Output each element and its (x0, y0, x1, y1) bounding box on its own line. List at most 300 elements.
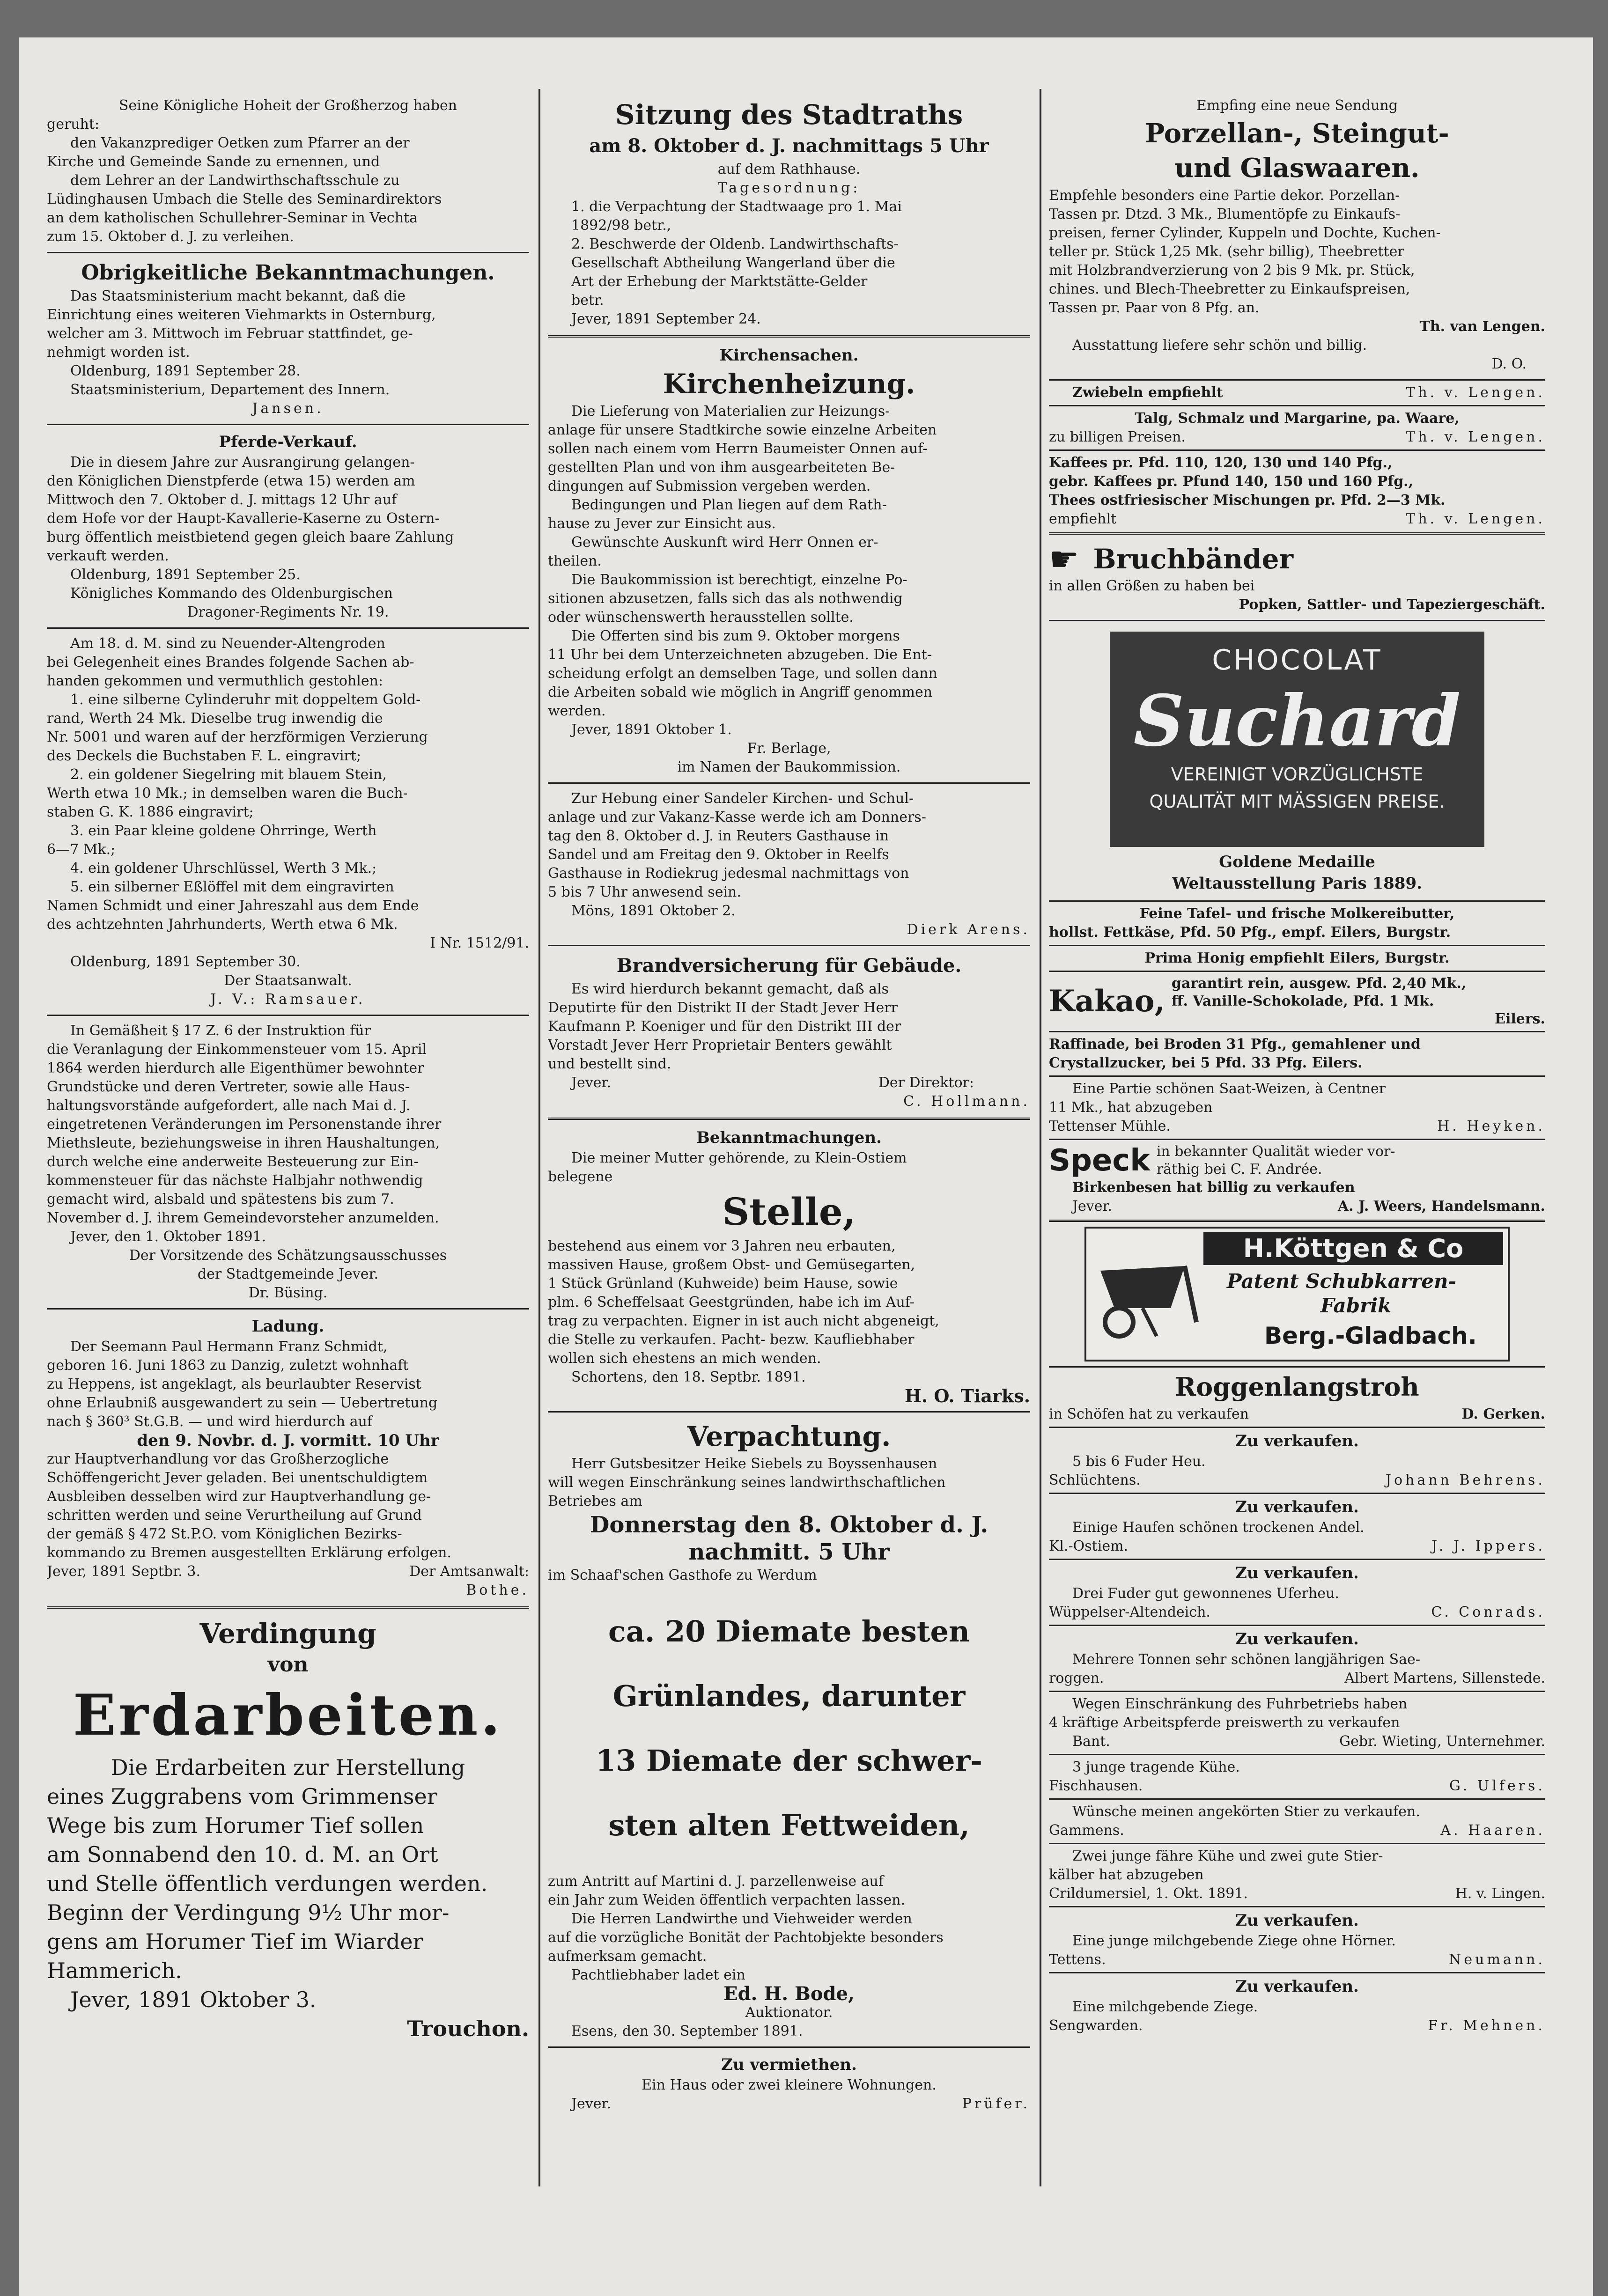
text-line: dem Hofe vor der Haupt-Kavallerie-Kaserne zu Ostern- (47, 510, 440, 527)
text-line: November d. J. ihrem Gemeindevorsteher anzumelden. (47, 1210, 439, 1226)
text-line: Zur Hebung einer Sandeler Kirchen- und Schul- (571, 790, 914, 807)
ad-zwiebeln (1049, 383, 1545, 402)
text-line: sitionen abzusetzen, falls sich das als nothwendig (548, 590, 903, 607)
text-line: eingetretenen Veränderungen im Personenstande ihrer (47, 1116, 442, 1133)
column-right (1049, 94, 1545, 2186)
section-heading: Pferde-Verkauf. (219, 433, 357, 451)
section-heading: Zu verkaufen. (1235, 1498, 1359, 1516)
divider (548, 1118, 1030, 1120)
ad-title: Verdingung (199, 1618, 376, 1649)
text-line: 1 Stück Grünland (Kuhweide) beim Hause, sowie (548, 1275, 898, 1292)
text-line: auf die vorzügliche Bonität der Pachtobjekte besonders (548, 1929, 944, 1946)
logo-brand: Suchard (1133, 680, 1461, 762)
ad-talg (1049, 409, 1545, 447)
divider (1049, 379, 1545, 381)
text-line: 6—7 Mk.; (47, 841, 116, 858)
text-line: Die Herren Landwirthe und Viehweider werden (571, 1911, 912, 1927)
text-line: verkauft werden. (47, 548, 169, 564)
signature-row (47, 1562, 529, 1581)
newspaper-page (19, 37, 1593, 2296)
text-line: Empfing eine neue Sendung (1196, 97, 1398, 114)
ad-vermiethen (548, 2051, 1030, 2116)
text-line: ff. Vanille-Schokolade, Pfd. 1 Mk. (1171, 993, 1434, 1009)
section-heading: Ladung. (251, 1317, 325, 1336)
divider (1049, 1754, 1545, 1755)
text-line: und Stelle öffentlich verdungen werden. (47, 1871, 488, 1896)
text-line: kälber hat abzugeben (1049, 1867, 1204, 1883)
signature-row (1049, 510, 1545, 529)
text-line: will wegen Einschränkung seines landwirthschaftlichen (548, 1474, 946, 1491)
signature-row (548, 1074, 1030, 1092)
text-line: Die Baukommission ist berechtigt, einzelne Po- (571, 572, 907, 588)
signature: Fr. Mehnen. (1428, 2017, 1545, 2034)
text-line: 1864 werden hierdurch alle Eigenthümer bewohnter (47, 1060, 424, 1076)
text-line: garantirt rein, ausgew. Pfd. 2,40 Mk., (1171, 975, 1467, 992)
signature-row (1049, 1669, 1545, 1688)
place: Crildumersiel, 1. Okt. 1891. (1049, 1885, 1248, 1902)
text-line: 11 Uhr bei dem Unterzeichneten abzugeben. Die Ent- (548, 647, 932, 663)
text-line: Birkenbesen hat billig zu verkaufen (1072, 1179, 1355, 1196)
text-line: Hammerich. (47, 1958, 182, 1983)
notice-ladung (47, 1312, 529, 1603)
text-line: in allen Größen zu haben bei (1049, 578, 1255, 594)
text-line: Kaufmann P. Koeniger und für den Distrikt III der (548, 1018, 901, 1035)
notice-obrigkeitliche (47, 256, 529, 421)
text-line: den Vakanzprediger Oetken zum Pfarrer an der (70, 135, 410, 151)
text-line: aufmerksam gemacht. (548, 1948, 707, 1965)
text-line: in bekannter Qualität wieder vor- (1156, 1143, 1395, 1160)
place: Schlüchtens. (1049, 1472, 1141, 1488)
text-line: preisen, ferner Cylinder, Kuppeln und Dochte, Kuchen- (1049, 225, 1441, 241)
text-line: geruht: (47, 116, 100, 132)
divider (1049, 1075, 1545, 1077)
date-line: Oldenburg, 1891 September 30. (70, 954, 301, 970)
date-line: Jever, 1891 Oktober 1. (571, 721, 732, 738)
text-line: Zwiebeln empfiehlt (1072, 384, 1223, 401)
place: Jever. (1072, 1198, 1113, 1214)
ad-birkenbesen (1049, 1178, 1545, 1216)
signature: Dragoner-Regiments Nr. 19. (187, 604, 389, 620)
ad-headline: Stelle, (722, 1190, 856, 1234)
text-line: die Stelle zu verkaufen. Pacht- bezw. Kaufliebhaber (548, 1332, 915, 1348)
section-heading: Kirchensachen. (719, 346, 859, 365)
text-line: gebr. Kaffees pr. Pfund 140, 150 und 160 Pfg., (1049, 473, 1414, 490)
text-line: im Schaaf'schen Gasthofe zu Werdum (548, 1567, 817, 1583)
text-line: durch welche eine anderweite Besteuerung zur Ein- (47, 1154, 419, 1170)
date-line: Jever, 1891 Septbr. 3. (47, 1563, 200, 1580)
text-line: Namen Schmidt und einer Jahreszahl aus dem Ende (47, 898, 419, 914)
signature: Königliches Kommando des Oldenburgischen (70, 585, 393, 602)
ad-bruchbaender (1049, 538, 1545, 617)
ad-molkerei (1049, 905, 1545, 942)
place: Sengwarden. (1049, 2017, 1143, 2034)
signature: Dr. Büsing. (248, 1285, 328, 1301)
ad-stelle (548, 1124, 1030, 1408)
text-line: teller pr. Stück 1,25 Mk. (sehr billig), Theebretter (1049, 243, 1404, 260)
text-line: Herr Gutsbesitzer Heike Siebels zu Boyssenhausen (571, 1456, 937, 1472)
signature: G. Ulfers. (1449, 1778, 1545, 1794)
text-line: geboren 16. Juni 1863 zu Danzig, zuletzt wohnhaft (47, 1357, 409, 1374)
ad-speck (1049, 1143, 1545, 1178)
signature-row (1049, 428, 1545, 447)
signature: Johann Behrens. (1386, 1472, 1545, 1488)
date-line: Jever, 1891 September 24. (571, 311, 761, 327)
ad-zu-verkaufen-heu (1049, 1431, 1545, 1490)
agenda-label: Tagesordnung: (717, 180, 861, 196)
ad-suchard (1049, 624, 1545, 898)
signature-row (1049, 1405, 1545, 1424)
text-line: Miethsleute, beziehungsweise in ihren Haushaltungen, (47, 1135, 440, 1151)
text-line: Mittwoch den 7. Oktober d. J. mittags 12 Uhr auf (47, 492, 397, 508)
ad-subtitle: von (267, 1653, 309, 1677)
text-line: Eine junge milchgebende Ziege ohne Hörner. (1072, 1933, 1396, 1949)
text-line: nach § 360³ St.G.B. — und wird hierdurch auf (47, 1413, 373, 1430)
text-line: scheidung erfolgt an demselben Tage, und sollen dann (548, 665, 937, 682)
ad-raffinade (1049, 1035, 1545, 1073)
signature: Eilers. (1495, 1011, 1545, 1027)
text-line: Empfehle besonders eine Partie dekor. Porzellan- (1049, 187, 1400, 204)
ad-zu-verkaufen-uferheu (1049, 1563, 1545, 1622)
signature-row (1049, 1197, 1545, 1216)
column-divider (538, 89, 540, 2186)
signature: Prüfer. (962, 2096, 1030, 2112)
ad-zu-verkaufen-saeroggen (1049, 1629, 1545, 1688)
notice-einkommensteuer (47, 1019, 529, 1305)
text-line: Nr. 5001 und waren auf der herzförmigen Verzierung (47, 729, 428, 745)
logo-text: VEREINIGT VORZÜGLICHSTE (1171, 764, 1424, 785)
text-line: den Königlichen Dienstpferde (etwa 15) werden am (47, 473, 415, 489)
divider (548, 945, 1030, 946)
divider (548, 2046, 1030, 2048)
text-line: bestehend aus einem vor 3 Jahren neu erbauten, (548, 1238, 896, 1254)
signature: Fr. Berlage, (747, 740, 831, 757)
place: Tettens. (1049, 1951, 1106, 1968)
ad-body (1172, 975, 1545, 1028)
divider (1049, 1625, 1545, 1626)
suchard-logo (1110, 632, 1484, 847)
place: Tettenser Mühle. (1049, 1118, 1171, 1134)
notice-pferde-verkauf (47, 428, 529, 625)
text-line: Eine Partie schönen Saat-Weizen, à Centner (1072, 1081, 1386, 1097)
ad-zu-verkaufen-andel (1049, 1497, 1545, 1556)
notice-sandel (548, 787, 1030, 942)
text-line: zur Hauptverhandlung vor das Großherzogliche (47, 1451, 389, 1467)
text-line: belegene (548, 1169, 613, 1185)
divider (548, 782, 1030, 784)
text-line: Betriebes am (548, 1493, 642, 1509)
text-line: Werth etwa 10 Mk.; in demselben waren die Buch- (47, 785, 408, 802)
text-line: kommensteuer für das nächste Halbjahr nothwendig (47, 1172, 423, 1189)
text-line: Die meiner Mutter gehörende, zu Klein-Ostiem (571, 1150, 907, 1166)
ad-title: Bruchbänder (1093, 543, 1294, 575)
ad-roggenlangstroh (1049, 1370, 1545, 1424)
text-line: nehmigt worden ist. (47, 344, 190, 361)
divider (1049, 405, 1545, 406)
signature: Th. v. Lengen. (1406, 384, 1545, 401)
text-line: Kirche und Gemeinde Sande zu ernennen, und (47, 154, 380, 170)
signature: Auktionator. (745, 2004, 833, 2021)
signature: der Stadtgemeinde Jever. (197, 1266, 379, 1282)
text-line: wollen sich ehestens an mich wenden. (548, 1350, 821, 1367)
text-line: zu billigen Preisen. (1049, 429, 1186, 445)
text-line: 11 Mk., hat abzugeben (1049, 1099, 1213, 1116)
ad-fuhrbetrieb (1049, 1695, 1545, 1751)
date-line: Jever, den 1. Oktober 1891. (70, 1229, 266, 1245)
divider (1049, 1366, 1545, 1368)
text-line: sollen nach einem vom Herrn Baumeister Onnen auf- (548, 441, 928, 457)
divider (1049, 945, 1545, 946)
text-line: plm. 6 Scheffelsaat Geestgründen, habe ich im Auf- (548, 1294, 915, 1310)
column-middle (548, 94, 1030, 2186)
divider (47, 424, 529, 425)
signature-row (1049, 1884, 1545, 1903)
section-heading: Bekanntmachungen. (696, 1128, 882, 1147)
text-line: räthig bei C. F. Andrée. (1156, 1161, 1322, 1177)
text-line: Kaffees pr. Pfd. 110, 120, 130 und 140 Pfg., (1049, 455, 1393, 471)
signature: J. J. Ippers. (1431, 1538, 1545, 1554)
logo-text: Fabrik (1320, 1294, 1392, 1317)
divider (1049, 449, 1545, 451)
text-line: anlage und zur Vakanz-Kasse werde ich am Donners- (548, 809, 926, 825)
place: Wüppelser-Altendeich. (1049, 1604, 1210, 1620)
date-line: Esens, den 30. September 1891. (571, 2023, 803, 2039)
text-line: gestellten Plan und von ihm ausgearbeiteten Be- (548, 459, 895, 476)
ad-verdingung (47, 1612, 529, 2046)
ad-body (1157, 1143, 1545, 1178)
logo-text: Berg.-Gladbach. (1264, 1322, 1477, 1349)
notice-sitzung (548, 94, 1030, 331)
divider (1049, 1691, 1545, 1692)
signature: Der Direktor: (878, 1074, 974, 1091)
ad-title: Sitzung des Stadtraths (615, 99, 963, 131)
text-line: ohne Erlaubniß ausgewandert zu sein — Uebertretung (47, 1395, 438, 1411)
text-line: des achtzehnten Jahrhunderts, Werth etwa 6 Mk. (47, 916, 398, 933)
ad-kuehe (1049, 1758, 1545, 1796)
divider (1049, 1031, 1545, 1032)
pointing-hand-icon: ☛ (1049, 539, 1079, 579)
divider (1049, 971, 1545, 972)
text-line: chines. und Blech-Theebretter zu Einkaufspreisen, (1049, 281, 1410, 297)
agenda-item: Gesellschaft Abtheilung Wangerland über die (571, 255, 895, 271)
date-line: Oldenburg, 1891 September 28. (70, 363, 301, 379)
signature: Der Amtsanwalt: (409, 1563, 529, 1580)
text-line: Raffinade, bei Broden 31 Pfg., gemahlener und (1049, 1036, 1421, 1052)
text-line: die Arbeiten sobald wie möglich in Angriff genommen (548, 684, 933, 700)
signature: Trouchon. (407, 2016, 529, 2041)
signature: H. O. Tiarks. (904, 1385, 1030, 1406)
text-line: Beginn der Verdingung 9½ Uhr mor- (47, 1900, 450, 1925)
notice-diebstahl (47, 632, 529, 1012)
divider (47, 252, 529, 253)
signature: D. O. (1491, 356, 1527, 372)
ad-headline: sten alten Fettweiden, (608, 1808, 970, 1842)
text-line: Weltausstellung Paris 1889. (1172, 874, 1422, 893)
text-line: 2. ein goldener Siegelring mit blauem Stein, (70, 766, 387, 783)
ad-title-row (1049, 541, 1545, 577)
text-line: Grundstücke und deren Vertreter, sowie alle Haus- (47, 1079, 410, 1095)
divider (1049, 1972, 1545, 1973)
text-line: tag den 8. Oktober d. J. in Reuters Gasthause in (548, 828, 889, 844)
text-line: welcher am 3. Mittwoch im Februar stattfindet, ge- (47, 325, 413, 342)
text-line: ein Jahr zum Weiden öffentlich verpachten lassen. (548, 1892, 906, 1908)
date-line: Schortens, den 18. Septbr. 1891. (571, 1369, 806, 1385)
signature: D. Gerken. (1461, 1406, 1545, 1422)
text-line: Es wird hierdurch bekannt gemacht, daß als (571, 981, 889, 997)
text-line: Drei Fuder gut gewonnenes Uferheu. (1072, 1585, 1339, 1602)
section-heading: Zu verkaufen. (1235, 1432, 1359, 1450)
ad-title: Kirchenheizung. (663, 368, 915, 400)
text-line: anlage für unsere Stadtkirche sowie einzelne Arbeiten (548, 422, 937, 438)
ad-ziege-tettens (1049, 1910, 1545, 1969)
text-line: Ausstattung liefere sehr schön und billig. (1072, 337, 1367, 353)
ad-title: Verpachtung. (687, 1420, 891, 1452)
section-heading: Zu verkaufen. (1235, 1630, 1359, 1648)
text-line: staben G. K. 1886 eingravirt; (47, 804, 254, 820)
text-line: Die Erdarbeiten zur Herstellung (111, 1755, 465, 1780)
agenda-item: 1892/98 betr., (571, 217, 671, 234)
text-line: Seine Königliche Hoheit der Großherzog haben (118, 97, 457, 114)
agenda-item: Art der Erhebung der Marktstätte-Gelder (571, 273, 868, 290)
signature-row (1049, 1777, 1545, 1796)
ad-subtitle: am 8. Oktober d. J. nachmittags 5 Uhr (589, 135, 989, 157)
signature: Staatsministerium, Departement des Innern. (70, 382, 390, 398)
signature-row (1049, 1950, 1545, 1969)
signature: Albert Martens, Sillenstede. (1344, 1670, 1545, 1686)
signature: Der Vorsitzende des Schätzungsausschusses (129, 1247, 447, 1264)
text-line: hollst. Fettkäse, Pfd. 50 Pfg., empf. Eilers, Burgstr. (1049, 924, 1451, 941)
divider (1049, 1559, 1545, 1560)
section-heading: Zu verkaufen. (1235, 1564, 1359, 1582)
text-line: Lüdinghausen Umbach die Stelle des Seminardirektors (47, 191, 442, 207)
text-line: Eine milchgebende Ziege. (1072, 1999, 1258, 2015)
ad-headline: ca. 20 Diemate besten (608, 1614, 970, 1648)
signature: Bothe. (466, 1582, 529, 1598)
divider (1049, 900, 1545, 902)
text-line: Die Lieferung von Materialien zur Heizungs- (571, 403, 890, 419)
text-line: Wünsche meinen angekörten Stier zu verkaufen. (1072, 1803, 1420, 1820)
agenda-item: 2. Beschwerde der Oldenb. Landwirthschafts- (571, 236, 899, 252)
text-line: Ein Haus oder zwei kleinere Wohnungen. (642, 2077, 937, 2093)
signature: J. V.: Ramsauer. (210, 991, 366, 1008)
text-line: am Sonnabend den 10. d. M. an Ort (47, 1842, 438, 1867)
text-line: dingungen auf Submission vergeben werden. (548, 478, 871, 494)
text-line: Popken, Sattler- und Tapeziergeschäft. (1239, 596, 1545, 613)
notice-grossherzog (47, 94, 529, 249)
text-line: gens am Horumer Tief im Wiarder (47, 1929, 423, 1954)
divider (1049, 1798, 1545, 1800)
text-line: handen gekommen und vermuthlich gestohlen: (47, 673, 384, 689)
place: Bant. (1072, 1733, 1110, 1750)
divider (1049, 1906, 1545, 1907)
text-line: Die in diesem Jahre zur Ausrangirung gelangen- (70, 454, 415, 471)
text-line: zum 15. Oktober d. J. zu verleihen. (47, 228, 294, 245)
text-line: Das Staatsministerium macht bekannt, daß die (70, 288, 406, 304)
place: Jever. (571, 1074, 612, 1091)
text-line: Vorstadt Jever Herr Proprietair Benters gewählt (548, 1037, 892, 1053)
text-line: 4 kräftige Arbeitspferde preiswerth zu verkaufen (1049, 1715, 1400, 1731)
ad-headline: 13 Diemate der schwer- (595, 1744, 983, 1778)
text-line: mit Holzbrandverzierung von 2 bis 9 Mk. pr. Stück, (1049, 262, 1415, 279)
divider (548, 1411, 1030, 1413)
text-line: Feine Tafel- und frische Molkereibutter, (1139, 905, 1455, 922)
divider (548, 335, 1030, 338)
signature: Dierk Arens. (907, 921, 1030, 938)
signature: C. Conrads. (1431, 1604, 1545, 1620)
divider (47, 1308, 529, 1310)
event-time: nachmitt. 5 Uhr (688, 1539, 890, 1565)
notice-brandversicherung (548, 949, 1030, 1114)
text-line: Die Offerten sind bis zum 9. Oktober morgens (571, 628, 900, 644)
signature-row (1049, 1537, 1545, 1556)
signature: Th. v. Lengen. (1406, 511, 1545, 527)
text-line: Thees ostfriesischer Mischungen pr. Pfd. 2—3 Mk. (1049, 492, 1446, 508)
divider (47, 1015, 529, 1016)
signature: Th. van Lengen. (1419, 318, 1545, 335)
text-line: Goldene Medaille (1219, 853, 1375, 871)
text-line: Einrichtung eines weiteren Viehmarkts in Osternburg, (47, 307, 436, 323)
text-line: kommando zu Bremen ausgestellten Erklärung erfolgen. (47, 1545, 451, 1561)
text-line: massiven Hause, großem Obst- und Gemüsegarten, (548, 1257, 915, 1273)
signature: Jansen. (252, 400, 324, 417)
ad-kaffees (1049, 454, 1545, 529)
text-line: Bedingungen und Plan liegen auf dem Rath- (571, 497, 887, 513)
section-heading: Obrigkeitliche Bekanntmachungen. (81, 261, 495, 285)
text-line: 3. ein Paar kleine goldene Ohrringe, Werth (70, 823, 377, 839)
hearing-date: den 9. Novbr. d. J. vormitt. 10 Uhr (137, 1431, 439, 1450)
signature: Gebr. Wieting, Unternehmer. (1339, 1733, 1545, 1750)
ad-verpachtung (548, 1415, 1030, 2044)
signature-row (1049, 1117, 1545, 1136)
signature-row (1049, 1732, 1545, 1751)
divider (1049, 1220, 1545, 1222)
signature: H. v. Lingen. (1455, 1885, 1545, 1902)
text-line: Der Seemann Paul Hermann Franz Schmidt, (70, 1339, 388, 1355)
ad-honig: Prima Honig empfiehlt Eilers, Burgstr. (1144, 950, 1450, 966)
divider (47, 627, 529, 629)
text-line: Tassen pr. Paar von 8 Pfg. an. (1049, 300, 1260, 316)
ad-title: und Glaswaaren. (1174, 153, 1420, 184)
text-line: Wegen Einschränkung des Fuhrbetriebs haben (1072, 1696, 1408, 1712)
agenda-item: 1. die Verpachtung der Stadtwaage pro 1. Mai (571, 199, 902, 215)
text-line: Ausbleiben desselben wird zur Hauptverhandlung ge- (47, 1488, 431, 1505)
text-line: dem Lehrer an der Landwirthschaftsschule zu (70, 172, 400, 189)
text-line: oder wünschenswerth herausstellen sollte. (548, 609, 854, 626)
text-line: Talg, Schmalz und Margarine, pa. Waare, (1135, 410, 1460, 427)
text-line: eines Zuggrabens vom Grimmenser (47, 1784, 437, 1809)
section-heading: Zu verkaufen. (1235, 1977, 1359, 1996)
divider (1049, 1427, 1545, 1428)
place: Gammens. (1049, 1822, 1124, 1839)
text-line: zu Heppens, ist angeklagt, als beurlaubter Reservist (47, 1376, 421, 1392)
logo-text: Patent Schubkarren- (1227, 1270, 1456, 1293)
signature: Neumann. (1449, 1951, 1545, 1968)
text-line: Pachtliebhaber ladet ein (571, 1967, 745, 1983)
place: Fischhausen. (1049, 1778, 1143, 1794)
text-line: und bestellt sind. (548, 1056, 671, 1072)
date-line: Oldenburg, 1891 September 25. (70, 567, 301, 583)
text-line: Crystallzucker, bei 5 Pfd. 33 Pfg. Eilers. (1049, 1055, 1363, 1071)
ad-saatweizen (1049, 1080, 1545, 1136)
signature: im Namen der Baukommission. (677, 759, 901, 775)
ad-lead-word: Kakao, (1049, 984, 1165, 1019)
text-line: Zwei junge fähre Kühe und zwei gute Stier- (1072, 1848, 1383, 1864)
signature: Ed. H. Bode, (723, 1983, 855, 2005)
text-line: hause zu Jever zur Einsicht aus. (548, 515, 776, 532)
text-line: 1. eine silberne Cylinderuhr mit doppeltem Gold- (70, 692, 421, 708)
text-line: 4. ein goldener Uhrschlüssel, Werth 3 Mk.; (70, 860, 377, 876)
text-line: des Deckels die Buchstaben F. L. eingravirt; (47, 748, 361, 764)
divider (1049, 1493, 1545, 1494)
